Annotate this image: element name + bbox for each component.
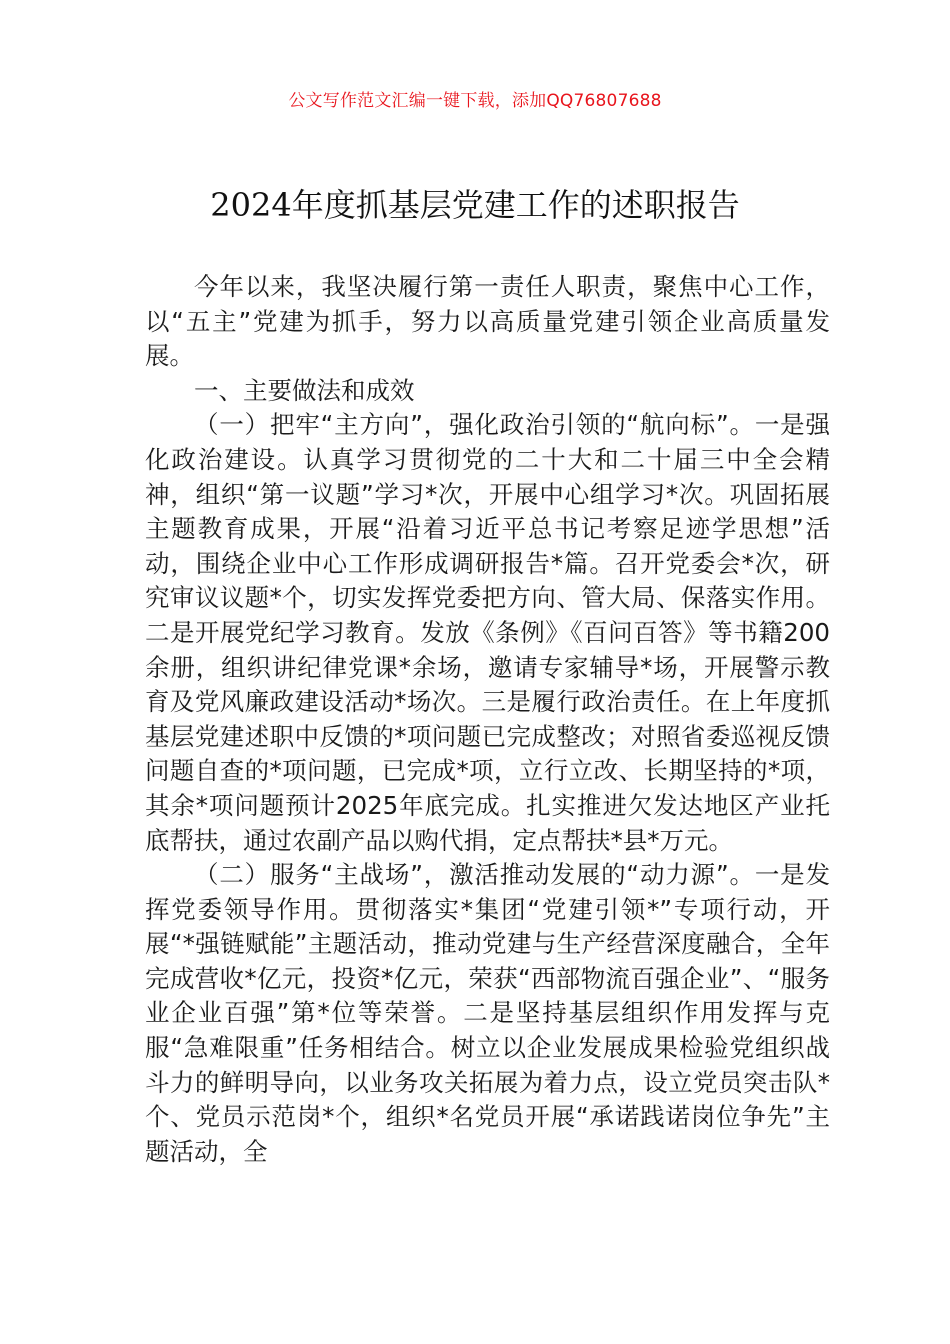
body-paragraph: （二）服务“主战场”，激活推动发展的“动力源”。一是发挥党委领导作用。贯彻落实*集团“党建引领*”专项行动，开展“*强链赋能”主题活动，推动党建与生产经营深度融合，全年完成营收*亿元，投资*亿元，荣获“西部物流百强企业”、“服务业企业百强”第*位等荣誉。二是坚持基层组织作用发挥与克服“急难限重”任务相结合。树立以企业发展成果检验党组织战斗力的鲜明导向，以业务攻关拓展为着力点，设立党员突击队*个、党员示范岗*个，组织*名党员开展“承诺践诺岗位争先”主题活动，全 (145, 860, 830, 1166)
document-body (145, 270, 830, 1169)
intro-paragraph: 今年以来，我坚决履行第一责任人职责，聚焦中心工作，以“五主”党建为抓手，努力以高质量党建引领企业高质量发展。 (145, 272, 830, 371)
section-heading: 一、主要做法和成效 (194, 375, 415, 405)
document-title: 2024年度抓基层党建工作的述职报告 (210, 186, 740, 224)
body-paragraph: （一）把牢“主方向”，强化政治引领的“航向标”。一是强化政治建设。认真学习贯彻党的二十大和二十届三中全会精神，组织“第一议题”学习*次，开展中心组学习*次。巩固拓展主题教育成果，开展“沿着习近平总书记考察足迹学思想”活动，围绕企业中心工作形成调研报告*篇。召开党委会*次，研究审议议题*个，切实发挥党委把方向、管大局、保落实作用。二是开展党纪学习教育。发放《条例》《百问百答》等书籍200余册，组织讲纪律党课*余场，邀请专家辅导*场，开展警示教育及党风廉政建设活动*场次。三是履行政治责任。在上年度抓基层党建述职中反馈的*项问题已完成整改；对照省委巡视反馈问题自查的*项问题，已完成*项，立行立改、长期坚持的*项，其余*项问题预计2025年底完成。扎实推进欠发达地区产业托底帮扶，通过农副产品以购代捐，定点帮扶*县*万元。 (145, 410, 830, 855)
download-notice: 公文写作范文汇编一键下载，添加QQ76807688 (288, 91, 662, 111)
